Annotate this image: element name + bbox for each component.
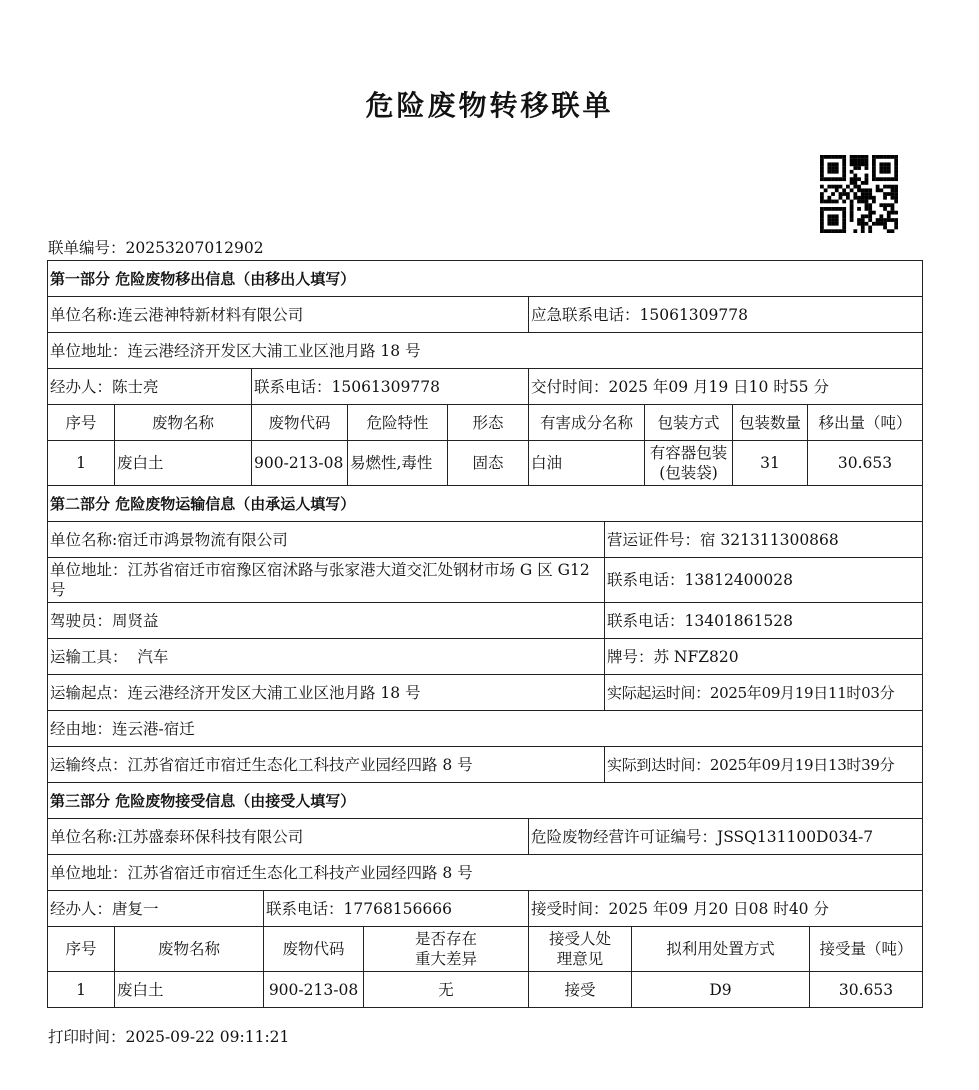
part2-phone2: 联系电话：13401861528 <box>604 603 922 638</box>
part3-table-header <box>48 927 922 972</box>
table-cell: 30.653 <box>809 972 922 1007</box>
table-cell: 900-213-08 <box>251 441 347 485</box>
part3-operator: 经办人：唐复一 <box>50 899 159 918</box>
table-cell: 废物代码 <box>251 405 347 440</box>
table-cell: 易燃性,毒性 <box>347 441 447 485</box>
table-cell: 1 <box>76 454 86 472</box>
part2-end: 运输终点：江苏省宿迁市宿迁生态化工科技产业园经四路 8 号 <box>50 755 473 774</box>
part3-heading: 第三部分 危险废物接受信息（由接受人填写） <box>50 791 356 810</box>
table-cell: 接受 <box>528 972 631 1007</box>
table-cell: 有害成分名称 <box>528 405 644 440</box>
part2-address: 单位地址：江苏省宿迁市宿豫区宿沭路与张家港大道交汇处钢材市场 G 区 G12 号 <box>50 561 590 599</box>
table-cell: 包装数量 <box>732 405 807 440</box>
table-cell: D9 <box>631 972 809 1007</box>
part1-table-row <box>48 441 922 486</box>
part2-start: 运输起点：连云港经济开发区大浦工业区池月路 18 号 <box>50 683 421 702</box>
part1-address: 单位地址：连云港经济开发区大浦工业区池月路 18 号 <box>50 341 421 360</box>
table-cell: 接受量（吨） <box>809 927 922 971</box>
part3-unit-name: 单位名称:江苏盛泰环保科技有限公司 <box>50 827 304 846</box>
part3-table-row <box>48 972 922 1008</box>
table-cell: 废物代码 <box>263 927 363 971</box>
print-time: 打印时间：2025-09-22 09:11:21 <box>48 1028 290 1046</box>
table-cell: 废物名称 <box>114 927 263 971</box>
table-cell: 废白土 <box>114 972 263 1007</box>
qr-code <box>820 155 898 233</box>
part2-plate: 牌号：苏 NFZ820 <box>604 639 922 674</box>
part1-heading: 第一部分 危险废物移出信息（由移出人填写） <box>50 269 356 288</box>
table-cell: 900-213-08 <box>263 972 363 1007</box>
part2-vehicle: 运输工具： 汽车 <box>50 647 169 666</box>
transfer-form <box>47 260 923 1008</box>
table-cell: 30.653 <box>807 441 922 485</box>
part2-via: 经由地：连云港-宿迁 <box>50 719 195 738</box>
table-cell: 接受人处理意见 <box>528 927 631 971</box>
form-serial-number: 联单编号：20253207012902 <box>48 239 264 257</box>
table-cell: 形态 <box>447 405 528 440</box>
table-cell: 移出量（吨） <box>807 405 922 440</box>
part3-receive-time: 接受时间：2025 年09 月20 日08 时40 分 <box>528 891 922 926</box>
table-cell: 无 <box>363 972 528 1007</box>
part2-driver: 驾驶员：周贤益 <box>50 611 159 630</box>
part3-address: 单位地址：江苏省宿迁市宿迁生态化工科技产业园经四路 8 号 <box>50 863 473 882</box>
part2-start-time: 实际起运时间：2025年09月19日11时03分 <box>604 675 922 710</box>
table-cell: 包装方式 <box>644 405 732 440</box>
part3-phone: 联系电话：17768156666 <box>263 891 528 926</box>
part1-table-header <box>48 405 922 441</box>
part1-emergency-phone: 应急联系电话：15061309778 <box>528 297 922 332</box>
page-title: 危险废物转移联单 <box>365 89 614 122</box>
part2-license: 营运证件号：宿 321311300868 <box>604 522 922 557</box>
table-cell: 有容器包装(包装袋) <box>644 441 732 485</box>
part1-handover-time: 交付时间：2025 年09 月19 日10 时55 分 <box>528 369 922 404</box>
table-cell: 序号 <box>65 413 97 432</box>
part1-unit-name: 单位名称:连云港神特新材料有限公司 <box>50 305 304 324</box>
part2-unit-name: 单位名称:宿迁市鸿景物流有限公司 <box>50 530 288 549</box>
table-cell: 序号 <box>65 940 97 958</box>
table-cell: 废白土 <box>114 441 251 485</box>
table-cell: 31 <box>732 441 807 485</box>
table-cell: 固态 <box>447 441 528 485</box>
part1-phone: 联系电话：15061309778 <box>251 369 528 404</box>
part1-operator: 经办人：陈士亮 <box>50 377 159 396</box>
part2-arrive-time: 实际到达时间：2025年09月19日13时39分 <box>604 747 922 782</box>
table-cell: 1 <box>76 980 86 999</box>
table-cell: 拟利用处置方式 <box>631 927 809 971</box>
table-cell: 废物名称 <box>114 405 251 440</box>
part2-phone1: 联系电话：13812400028 <box>604 558 922 602</box>
part3-license: 危险废物经营许可证编号：JSSQ131100D034-7 <box>528 819 922 854</box>
table-cell: 白油 <box>528 441 644 485</box>
table-cell: 危险特性 <box>347 405 447 440</box>
part2-heading: 第二部分 危险废物运输信息（由承运人填写） <box>50 494 356 513</box>
table-cell: 是否存在重大差异 <box>363 927 528 971</box>
